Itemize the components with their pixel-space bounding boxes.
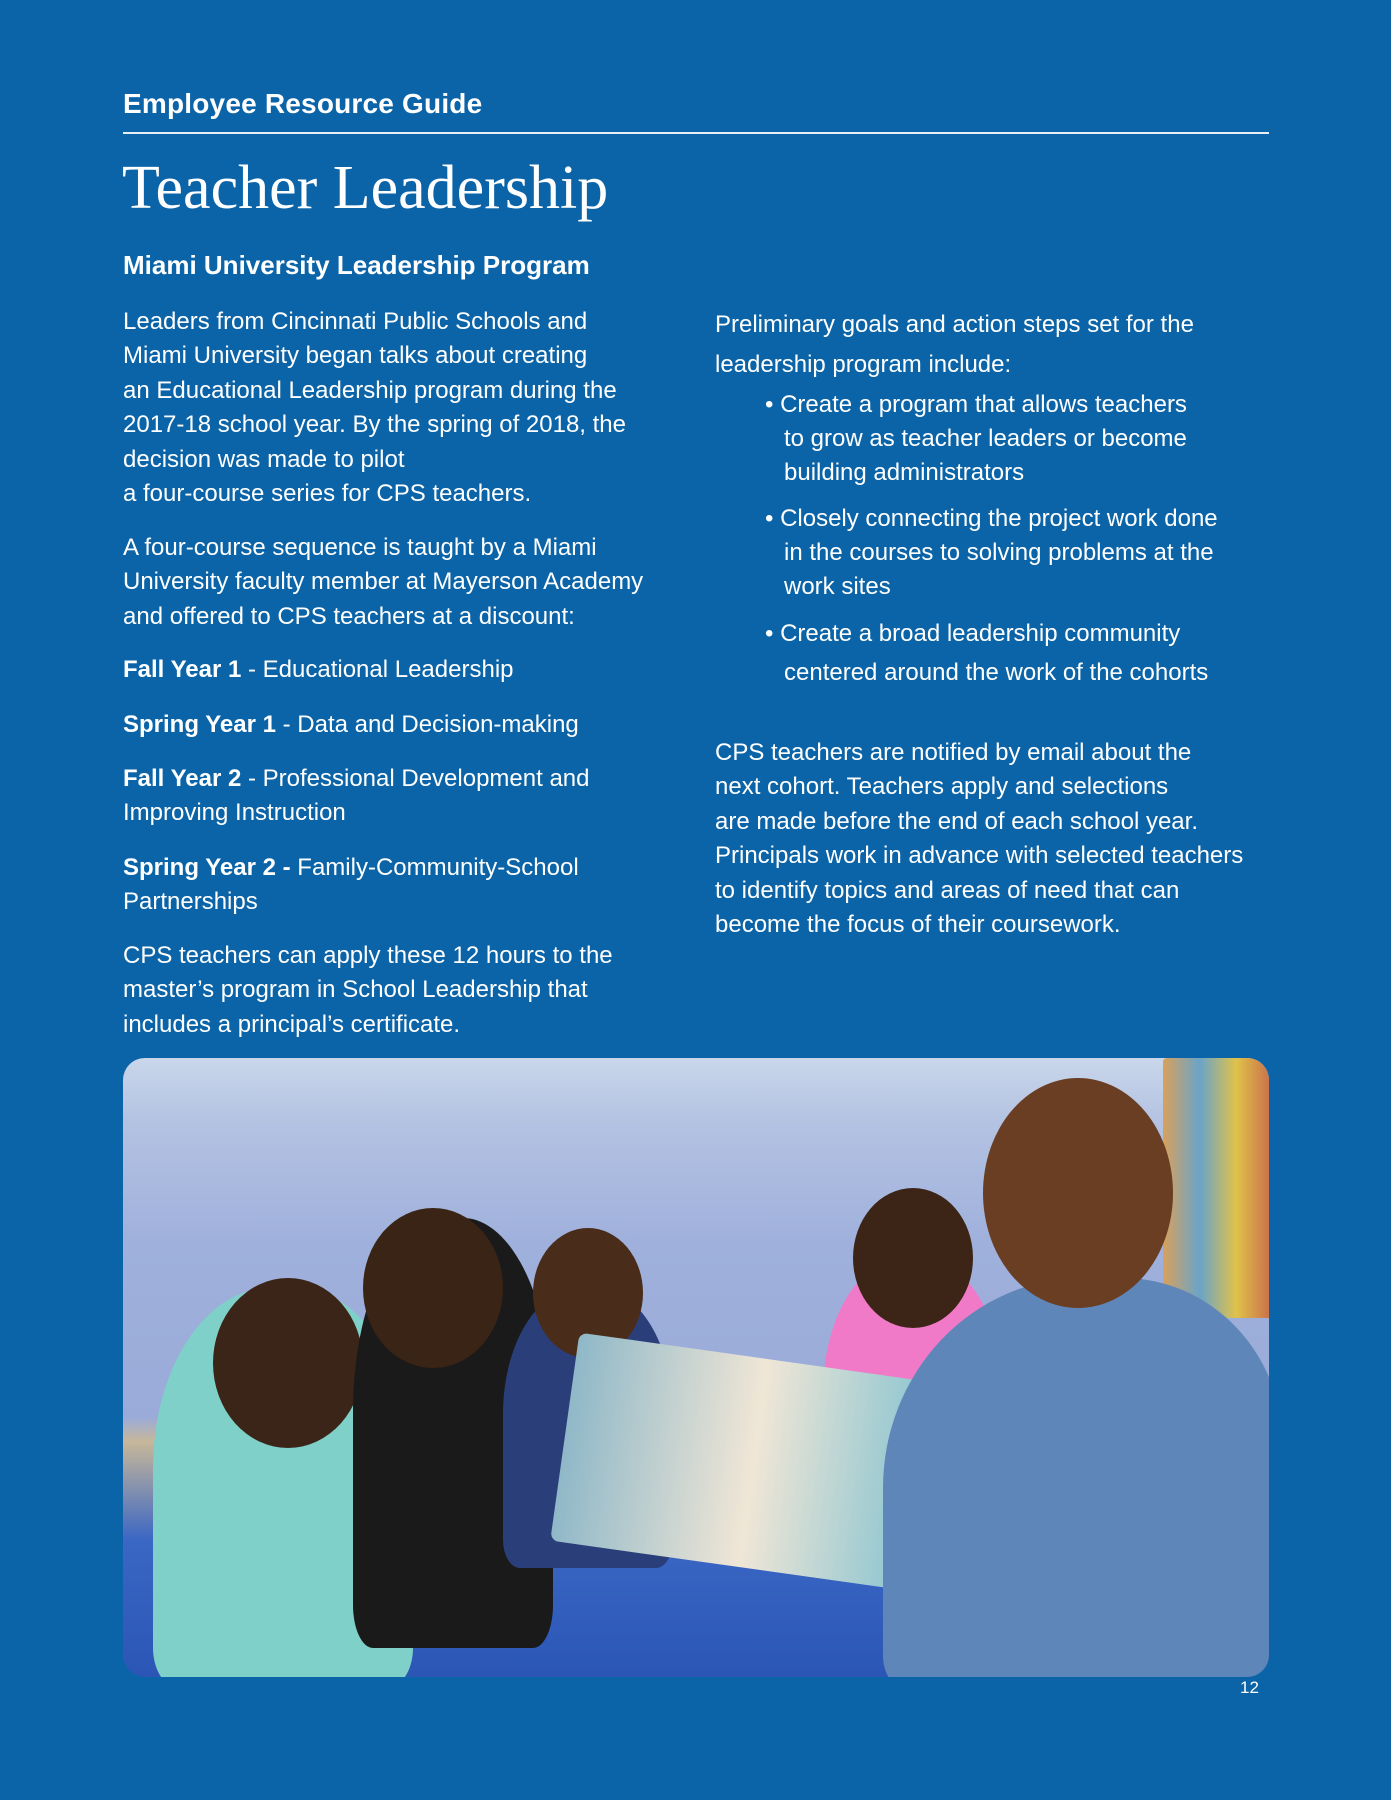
header-divider [123,132,1269,134]
page-number: 12 [1240,1678,1259,1697]
course-item [123,653,723,687]
selection-paragraph: CPS teachers are notified by email about the next cohort. Teachers apply and selections are made before the end of each school year. Principals work in advance with selected teachers to identify topics and areas of need that can become the focus of their coursework. [715,739,1244,939]
bookshelf [1163,1058,1269,1318]
goal-bullet: • Create a broad leadership community centered around the work of the cohorts [765,620,1209,686]
classroom-reading-photo [123,1058,1269,1677]
goal-bullet: • Closely connecting the project work done in the courses to solving problems at the work sites [765,505,1218,600]
child-head [363,1208,503,1368]
guide-title: Employee Resource Guide [123,88,483,119]
sequence-paragraph: A four-course sequence is taught by a Miami University faculty member at Mayerson Academy and offered to CPS teachers at a discount: [123,534,644,630]
section-heading: Miami University Leadership Program [123,250,590,280]
intro-paragraph: Leaders from Cincinnati Public Schools and Miami University began talks about creating an Educational Leadership program during the 2017-18 school year. By the spring of 2018, the decision was made to pilot a four-course series for CPS teachers. [123,308,627,508]
course-term: Fall Year 1 [123,656,242,683]
course-item [123,708,723,742]
goal-bullet: • Create a program that allows teachers to grow as teacher leaders or become building administrators [765,391,1187,486]
closing-paragraph: CPS teachers can apply these 12 hours to the master’s program in School Leadership that includes a principal’s certificate. [123,942,613,1038]
page-title: Teacher Leadership [122,154,609,222]
course-title: - Educational Leadership [241,656,514,683]
course-title: Family-Community-School Partnerships [123,854,579,916]
course-title: - Data and Decision-making [275,711,579,738]
course-item [123,851,723,920]
course-term: Spring Year 1 [123,711,276,738]
course-term: Spring Year 2 - [123,854,291,881]
child-head [213,1278,363,1448]
course-title: - Professional Development and Improving Instruction [123,765,590,827]
course-term: Fall Year 2 [123,765,242,792]
goals-intro: Preliminary goals and action steps set for the leadership program include: [715,311,1194,378]
teacher-head [983,1078,1173,1308]
child-head [853,1188,973,1328]
course-item [123,762,723,831]
